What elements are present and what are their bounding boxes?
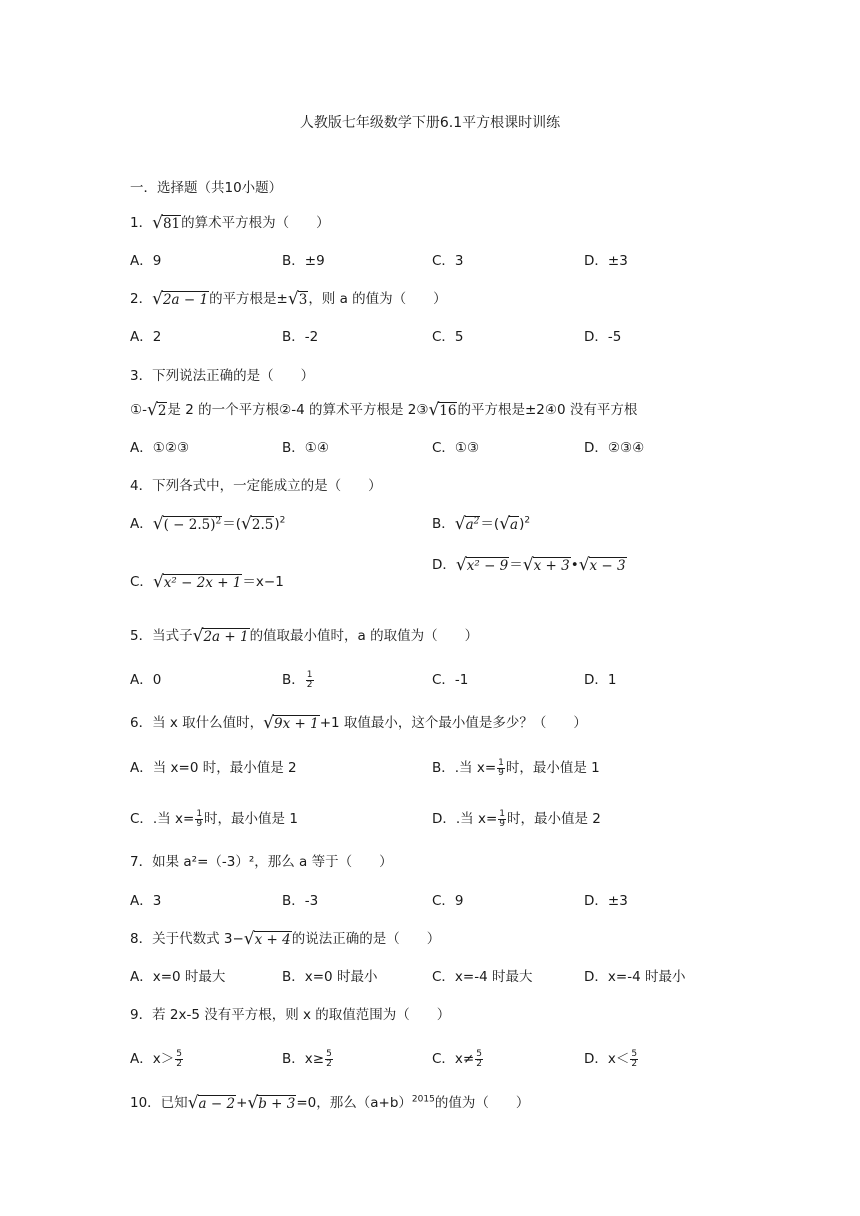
q1-option-b: B．±9 (282, 253, 325, 269)
fraction: $\frac{1}{9}$ (196, 808, 203, 829)
fraction: $\frac{1}{9}$ (498, 757, 504, 778)
fraction: $\frac{5}{2}$ (631, 1048, 638, 1069)
q4-option-b: B． √ $a^2$ ＝( √ a )$^2$ (432, 513, 531, 534)
q3-option-c: C．①③ (432, 440, 480, 456)
question-9: 9．若 2x-5 没有平方根，则 x 的取值范围为（ ） (130, 1007, 451, 1023)
q3-option-d: D．②③④ (584, 440, 645, 456)
question-10: 10．已知 √ a − 2 + √ b + 3 =0，那么$(a+b)^{2015}$的值为（ ） (130, 1092, 530, 1113)
sqrt-sign-icon: √ 16 (428, 399, 457, 420)
page-title: 人教版七年级数学下册6.1平方根课时训练 (299, 115, 561, 131)
q1-option-d: D．±3 (584, 253, 628, 269)
sqrt-sign-icon: √ a − 2 (187, 1092, 236, 1113)
q9-option-a: A．x＞ $\frac{5}{2}$ (130, 1048, 182, 1069)
sqrt-sign-icon: √ $a^2$ (454, 513, 480, 534)
sqrt-sign-icon: √ 2 (146, 399, 167, 420)
sqrt-sign-icon: √ x + 4 (243, 928, 291, 949)
q4-option-d: D． √ x² − 9 ＝ √ x + 3 • √ x − 3 (432, 554, 626, 575)
q5-option-d: D．1 (584, 672, 617, 688)
q4-option-a: A． √ ( − 2.5)$^2$ ＝( √ 2.5 )$^2$ (130, 513, 286, 534)
sqrt-sign-icon: √ 3 (287, 288, 308, 309)
q2-option-c: C．5 (432, 329, 464, 345)
question-8: 8．关于代数式 3− √ x + 4 的说法正确的是（ ） (130, 928, 441, 949)
q1-option-a: A．9 (130, 253, 162, 269)
fraction: $\frac{5}{2}$ (476, 1048, 482, 1069)
sqrt-sign-icon: √ 2a − 1 (152, 288, 209, 309)
sqrt-sign-icon: √ x + 3 (522, 554, 570, 575)
fraction: $\frac{1}{2}$ (306, 669, 313, 690)
sqrt-sign-icon: √ 9x + 1 (263, 712, 319, 733)
q6-option-d: D．.当 x= $\frac{1}{9}$ 时，最小值是 2 (432, 808, 601, 829)
question-4: 4．下列各式中，一定能成立的是（ ） (130, 478, 382, 494)
q9-option-b: B．x≥ $\frac{5}{2}$ (282, 1048, 332, 1069)
q8-option-b: B．x=0 时最小 (282, 969, 378, 985)
q2-option-d: D．-5 (584, 329, 622, 345)
q8-option-c: C．x=-4 时最大 (432, 969, 533, 985)
q1-option-c: C．3 (432, 253, 464, 269)
question-3: 3．下列说法正确的是（ ） (130, 368, 315, 384)
q5-option-b: B． $\frac{1}{2}$ (282, 669, 313, 690)
q7-option-c: C．9 (432, 893, 464, 909)
q4-option-c: C． √ x² − 2x + 1 ＝x−1 (130, 571, 284, 592)
q7-option-d: D．±3 (584, 893, 628, 909)
q2-option-b: B．-2 (282, 329, 319, 345)
q9-option-d: D．x＜ $\frac{5}{2}$ (584, 1048, 638, 1069)
sqrt-sign-icon: √ x − 3 (578, 554, 626, 575)
sqrt-sign-icon: √ x² − 2x + 1 (152, 571, 242, 592)
fraction: $\frac{5}{2}$ (326, 1048, 332, 1069)
q9-option-c: C．x≠ $\frac{5}{2}$ (432, 1048, 482, 1069)
question-5: 5．当式子 √ 2a + 1 的值取最小值时，a 的取值为（ ） (130, 625, 479, 646)
sqrt-sign-icon: √ ( − 2.5)$^2$ (152, 513, 222, 534)
question-1: 1． √ 81 的算术平方根为（ ） (130, 212, 330, 233)
q2-option-a: A．2 (130, 329, 162, 345)
q8-option-d: D．x=-4 时最小 (584, 969, 686, 985)
q7-option-b: B．-3 (282, 893, 319, 909)
q5-option-a: A．0 (130, 672, 162, 688)
sqrt-sign-icon: √ 2a + 1 (192, 625, 249, 646)
q6-option-c: C．.当 x= $\frac{1}{9}$ 时，最小值是 1 (130, 808, 298, 829)
q3-option-b: B．①④ (282, 440, 329, 456)
sqrt-sign-icon: √ 81 (152, 212, 181, 233)
sqrt-sign-icon: √ x² − 9 (455, 554, 509, 575)
q8-option-a: A．x=0 时最大 (130, 969, 226, 985)
fraction: $\frac{1}{9}$ (499, 808, 506, 829)
q5-option-c: C．-1 (432, 672, 469, 688)
q3-option-a: A．①②③ (130, 440, 190, 456)
q7-option-a: A．3 (130, 893, 162, 909)
question-7: 7．如果 a²=（-3）²，那么 a 等于（ ） (130, 854, 393, 870)
fraction: $\frac{5}{2}$ (176, 1048, 182, 1069)
q6-option-b: B．.当 x= $\frac{1}{9}$ 时，最小值是 1 (432, 757, 600, 778)
sqrt-sign-icon: √ 2.5 (241, 513, 274, 534)
sqrt-sign-icon: √ a (499, 513, 519, 534)
section-heading: 一．选择题（共10小题） (130, 180, 283, 196)
sqrt-sign-icon: √ b + 3 (247, 1092, 296, 1113)
q3-statements: ①- √ 2 是 2 的一个平方根②-4 的算术平方根是 2③ √ 16 的平方根是±2④0 没有平方根 (130, 399, 638, 420)
question-6: 6．当 x 取什么值时， √ 9x + 1 +1 取值最小，这个最小值是多少？（ ） (130, 712, 587, 733)
question-2: 2． √ 2a − 1 的平方根是± √ 3 ，则 a 的值为（ ） (130, 288, 447, 309)
q6-option-a: A．当 x=0 时，最小值是 2 (130, 760, 297, 776)
